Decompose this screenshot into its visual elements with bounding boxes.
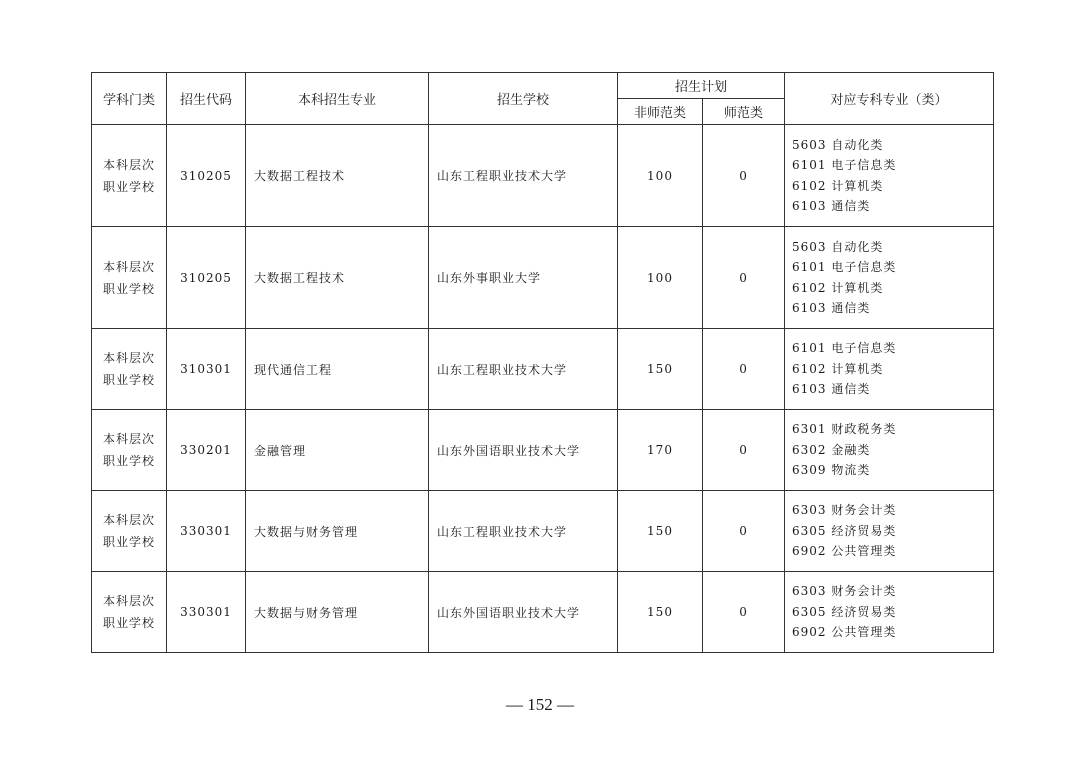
discipline-line: 职业学校 — [102, 281, 155, 296]
table-header-row — [92, 73, 994, 99]
header-major: 本科招生专业 — [246, 73, 429, 125]
discipline-line: 本科层次 — [102, 513, 155, 527]
spec-line: 6305 经济贸易类 — [792, 604, 897, 619]
non-normal-cell: 150 — [618, 329, 703, 410]
discipline-line: 职业学校 — [102, 373, 155, 387]
school-cell: 山东外事职业大学 — [429, 227, 618, 329]
major-cell: 大数据与财务管理 — [246, 491, 429, 572]
major-cell: 现代通信工程 — [246, 329, 429, 410]
major-cell: 大数据工程技术 — [246, 125, 429, 227]
normal-cell: 0 — [703, 125, 785, 227]
code-cell: 310205 — [167, 227, 246, 329]
discipline-cell — [92, 410, 167, 491]
spec-line: 6305 经济贸易类 — [792, 523, 897, 538]
discipline-line: 职业学校 — [102, 616, 155, 630]
header-spec: 对应专科专业（类） — [785, 73, 994, 125]
spec-line: 6103 通信类 — [792, 199, 871, 213]
spec-line: 6103 通信类 — [792, 301, 871, 315]
spec-line: 5603 自动化类 — [792, 137, 884, 152]
page-number: — 152 — — [506, 695, 574, 714]
spec-line: 6102 计算机类 — [792, 178, 884, 193]
non-normal-cell: 150 — [618, 491, 703, 572]
spec-cell — [785, 227, 994, 329]
header-discipline: 学科门类 — [92, 73, 167, 125]
table-row — [92, 329, 994, 410]
spec-line: 6102 计算机类 — [792, 361, 884, 376]
header-normal: 师范类 — [703, 99, 785, 125]
header-school: 招生学校 — [429, 73, 618, 125]
discipline-line: 本科层次 — [102, 157, 155, 172]
table-row — [92, 572, 994, 653]
discipline-line: 本科层次 — [102, 594, 155, 608]
discipline-cell — [92, 329, 167, 410]
school-cell: 山东外国语职业技术大学 — [429, 572, 618, 653]
spec-cell — [785, 572, 994, 653]
discipline-cell — [92, 491, 167, 572]
table-row — [92, 491, 994, 572]
table-row — [92, 125, 994, 227]
normal-cell: 0 — [703, 491, 785, 572]
table-row — [92, 227, 994, 329]
non-normal-cell: 100 — [618, 125, 703, 227]
code-cell: 330301 — [167, 572, 246, 653]
major-cell: 金融管理 — [246, 410, 429, 491]
discipline-cell — [92, 572, 167, 653]
spec-line: 6309 物流类 — [792, 463, 871, 478]
discipline-line: 职业学校 — [102, 454, 155, 468]
spec-line: 6303 财务会计类 — [792, 584, 897, 599]
major-cell: 大数据与财务管理 — [246, 572, 429, 653]
discipline-line: 本科层次 — [102, 432, 155, 446]
spec-cell — [785, 125, 994, 227]
discipline-line: 职业学校 — [102, 179, 155, 194]
spec-cell — [785, 329, 994, 410]
school-cell: 山东工程职业技术大学 — [429, 125, 618, 227]
discipline-cell — [92, 125, 167, 227]
spec-cell — [785, 491, 994, 572]
spec-line: 6301 财政税务类 — [792, 422, 897, 437]
header-non-normal: 非师范类 — [618, 99, 703, 125]
school-cell: 山东工程职业技术大学 — [429, 329, 618, 410]
normal-cell: 0 — [703, 227, 785, 329]
spec-line: 6303 财务会计类 — [792, 503, 897, 518]
major-cell: 大数据工程技术 — [246, 227, 429, 329]
spec-line: 6101 电子信息类 — [792, 260, 897, 274]
spec-line: 5603 自动化类 — [792, 239, 884, 254]
spec-line: 6101 电子信息类 — [792, 158, 897, 172]
code-cell: 330301 — [167, 491, 246, 572]
header-plan: 招生计划 — [618, 73, 785, 99]
code-cell: 310205 — [167, 125, 246, 227]
normal-cell: 0 — [703, 410, 785, 491]
spec-cell — [785, 410, 994, 491]
spec-line: 6101 电子信息类 — [792, 341, 897, 356]
discipline-line: 本科层次 — [102, 259, 155, 274]
spec-line: 6302 金融类 — [792, 442, 871, 457]
non-normal-cell: 170 — [618, 410, 703, 491]
spec-line: 6102 计算机类 — [792, 280, 884, 295]
code-cell: 330201 — [167, 410, 246, 491]
discipline-line: 职业学校 — [102, 535, 155, 549]
spec-line: 6902 公共管理类 — [792, 625, 897, 640]
non-normal-cell: 150 — [618, 572, 703, 653]
discipline-line: 本科层次 — [102, 351, 155, 365]
school-cell: 山东外国语职业技术大学 — [429, 410, 618, 491]
header-code: 招生代码 — [167, 73, 246, 125]
school-cell: 山东工程职业技术大学 — [429, 491, 618, 572]
table-row — [92, 410, 994, 491]
normal-cell: 0 — [703, 572, 785, 653]
spec-line: 6902 公共管理类 — [792, 544, 897, 559]
enrollment-table — [91, 72, 994, 653]
normal-cell: 0 — [703, 329, 785, 410]
non-normal-cell: 100 — [618, 227, 703, 329]
code-cell: 310301 — [167, 329, 246, 410]
spec-line: 6103 通信类 — [792, 382, 871, 397]
discipline-cell — [92, 227, 167, 329]
